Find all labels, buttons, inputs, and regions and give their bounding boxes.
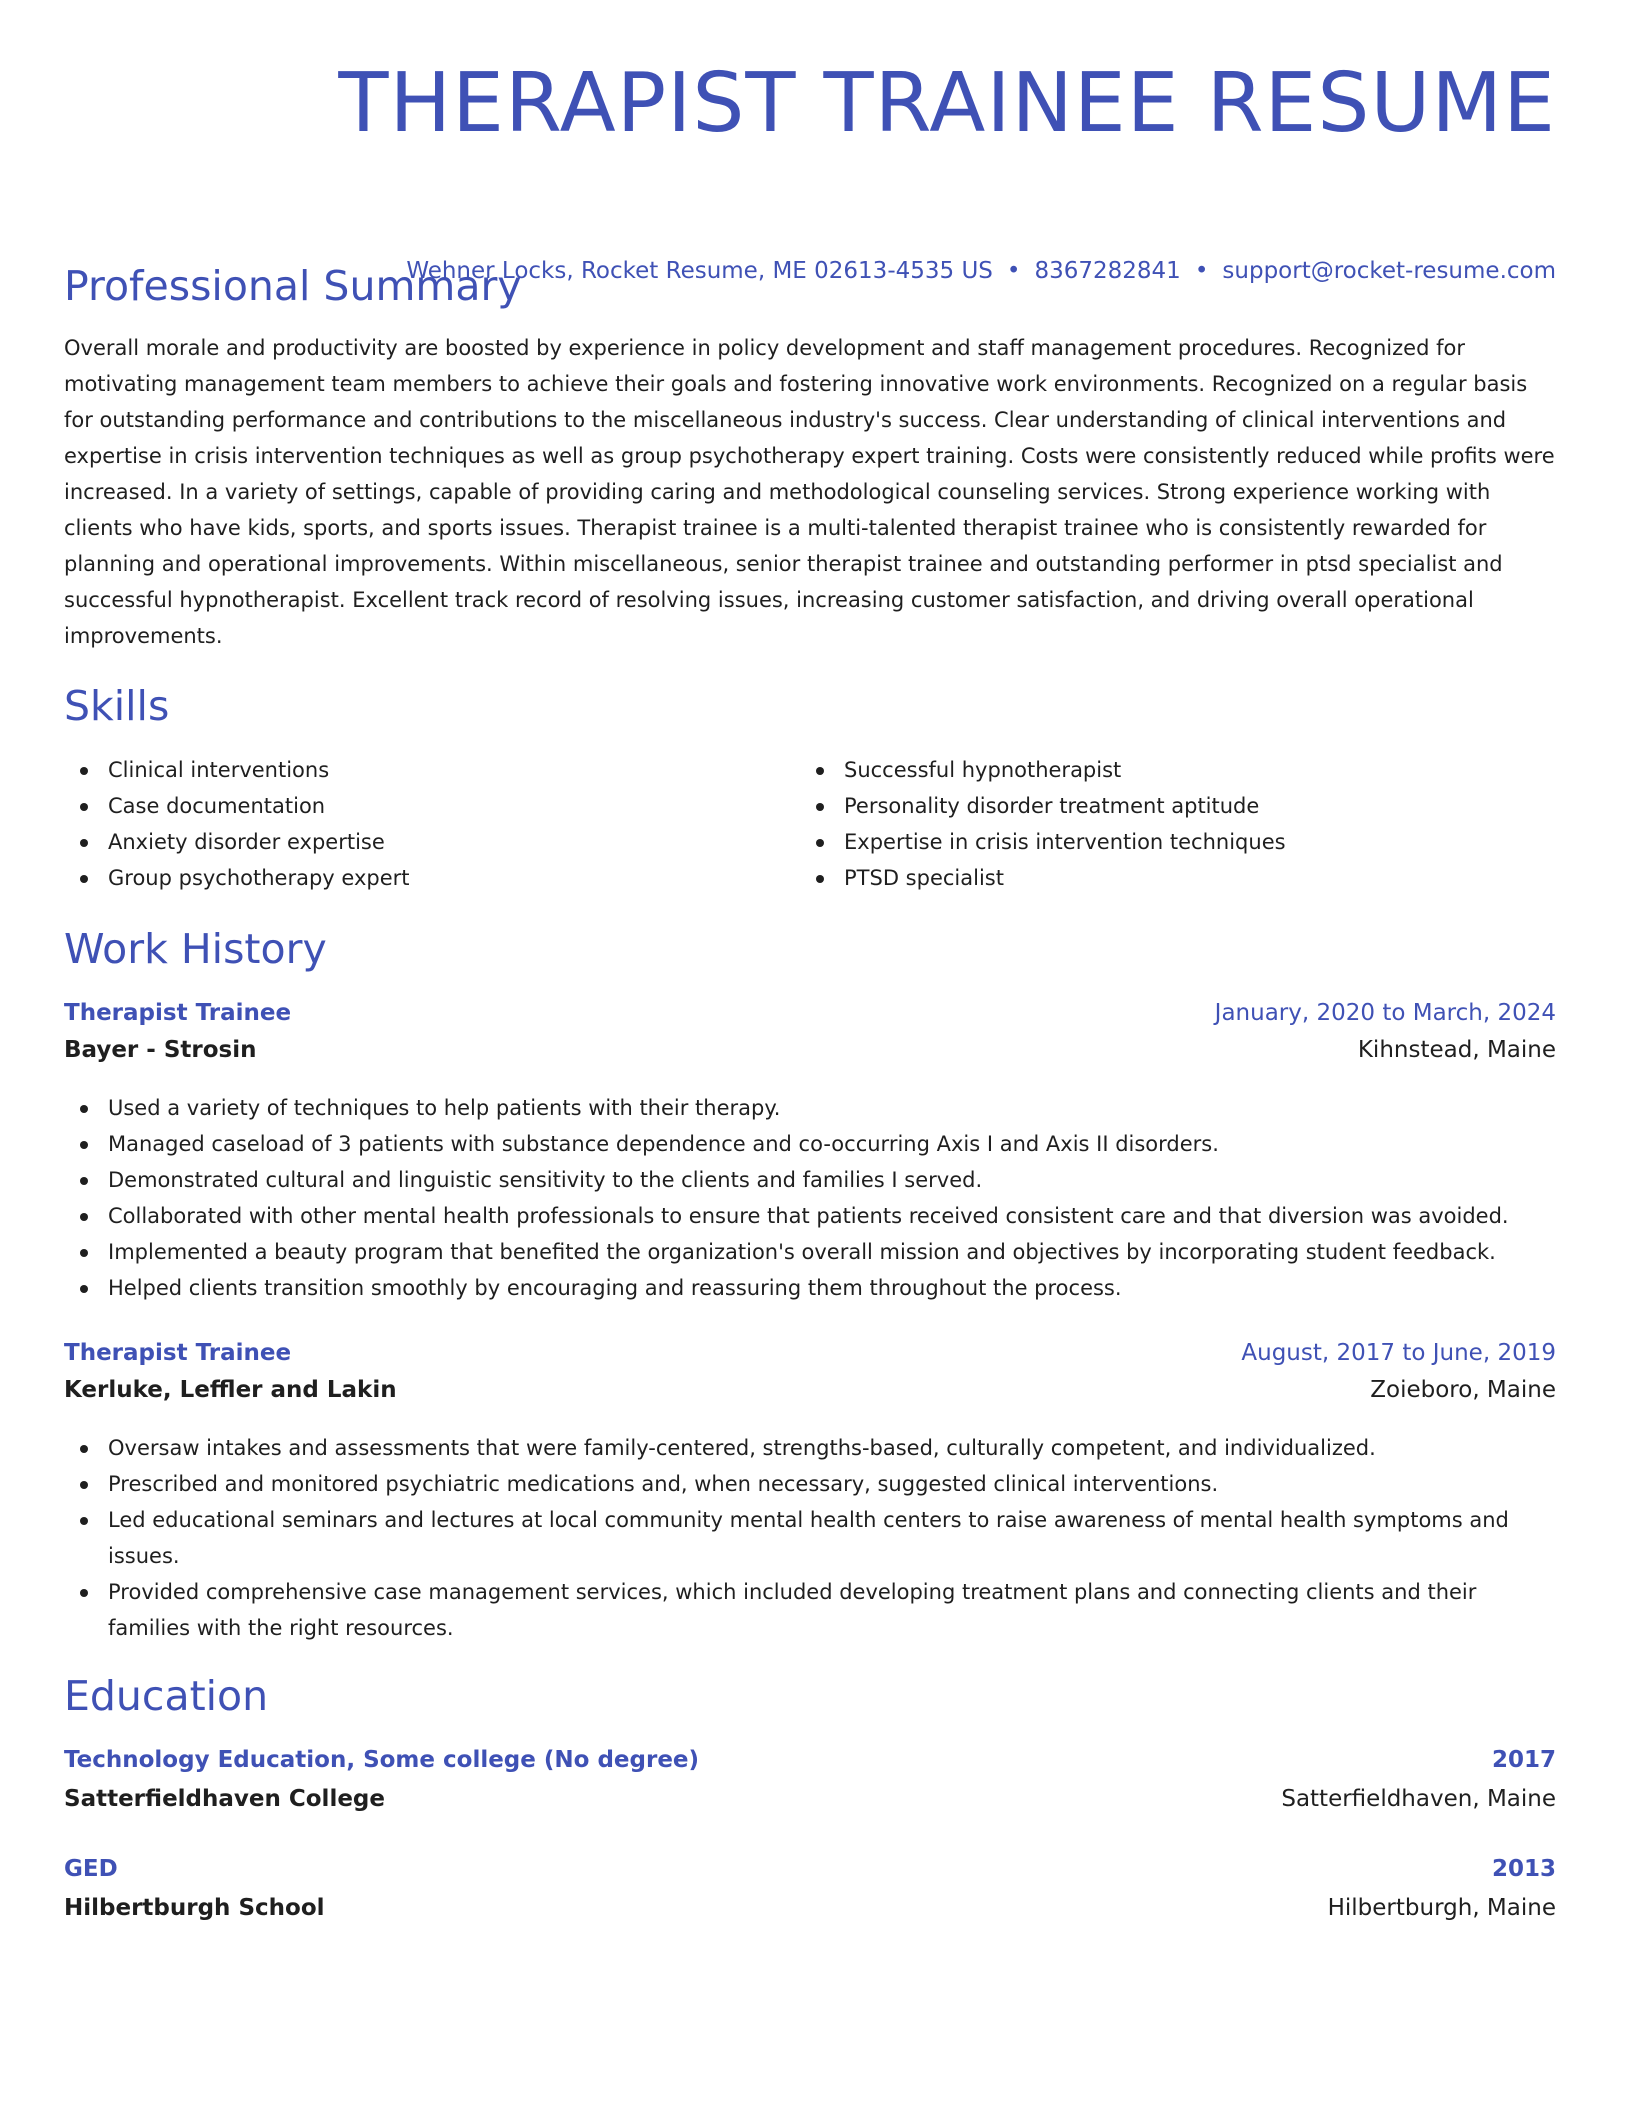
skill-item: Expertise in crisis intervention techniques (800, 824, 1286, 860)
education-subheader (64, 1895, 1556, 1929)
job-location: Kihnstead, Maine (1357, 1037, 1556, 1063)
skills-column-right (800, 752, 1286, 896)
job-bullet: Used a variety of techniques to help patients with their therapy. (64, 1090, 1556, 1126)
summary-heading: Professional Summary (64, 262, 522, 310)
education-heading: Education (64, 1672, 269, 1720)
education-school: Satterfieldhaven College (64, 1786, 385, 1812)
skill-item: Group psychotherapy expert (64, 860, 410, 896)
job-bullet: Led educational seminars and lectures at local community mental health centers to raise awareness of mental health symptoms and issues. (64, 1502, 1556, 1574)
job-company: Kerluke, Leffler and Lakin (64, 1377, 397, 1403)
job-title: Therapist Trainee (64, 1340, 292, 1366)
education-location: Hilbertburgh, Maine (1327, 1895, 1556, 1921)
education-subheader (64, 1786, 1556, 1820)
contact-address: Wehner Locks, Rocket Resume, ME 02613-4535 US (406, 258, 993, 284)
job-header (64, 1340, 1556, 1374)
education-header (64, 1856, 1556, 1890)
resume-page (64, 0, 1556, 1921)
resume-title: THERAPIST TRAINEE RESUME (338, 56, 1556, 151)
job-company: Bayer - Strosin (64, 1037, 257, 1063)
contact-line (406, 258, 1556, 284)
contact-separator: • (1006, 258, 1021, 284)
education-degree: GED (64, 1856, 118, 1882)
job-bullets (64, 1090, 1556, 1306)
contact-phone[interactable]: 8367282841 (1034, 258, 1181, 284)
job-bullet: Implemented a beauty program that benefited the organization's overall mission and objectives by incorporating student feedback. (64, 1234, 1556, 1270)
skill-item: Anxiety disorder expertise (64, 824, 410, 860)
job-location: Zoieboro, Maine (1370, 1377, 1556, 1403)
job-subheader (64, 1037, 1556, 1071)
job-bullet: Collaborated with other mental health professionals to ensure that patients received consistent care and that diversion was avoided. (64, 1198, 1556, 1234)
skill-item: Personality disorder treatment aptitude (800, 788, 1286, 824)
job-bullet: Managed caseload of 3 patients with substance dependence and co-occurring Axis I and Axis II disorders. (64, 1126, 1556, 1162)
job-subheader (64, 1377, 1556, 1411)
job-title: Therapist Trainee (64, 1000, 292, 1026)
summary-text: Overall morale and productivity are boosted by experience in policy development and staff management procedures. Recognized for motivating management team members to achieve their goals and fostering innovative work environments. Recognized on a regular basis for outstanding performance and contributions to the miscellaneous industry's success. Clear understanding of clinical interventions and expertise in crisis intervention techniques as well as group psychotherapy expert training. Costs were consistently reduced while profits were increased. In a variety of settings, capable of providing caring and methodological counseling services. Strong experience working with clients who have kids, sports, and sports issues. Therapist trainee is a multi-talented therapist trainee who is consistently rewarded for planning and operational improvements. Within miscellaneous, senior therapist trainee and outstanding performer in ptsd specialist and successful hypnotherapist. Excellent track record of resolving issues, increasing customer satisfaction, and driving overall operational improvements. (64, 336, 1555, 648)
job-bullet: Oversaw intakes and assessments that were family-centered, strengths-based, culturally competent, and individualized. (64, 1430, 1556, 1466)
education-school: Hilbertburgh School (64, 1895, 325, 1921)
education-location: Satterfieldhaven, Maine (1281, 1786, 1556, 1812)
education-year: 2017 (1491, 1747, 1556, 1773)
contact-separator: • (1194, 258, 1209, 284)
skills-column-left (64, 752, 410, 896)
work-heading: Work History (64, 925, 327, 973)
contact-email[interactable]: support@rocket-resume.com (1222, 258, 1556, 284)
job-dates: January, 2020 to March, 2024 (1214, 1000, 1556, 1026)
job-dates: August, 2017 to June, 2019 (1241, 1340, 1556, 1366)
education-degree: Technology Education, Some college (No degree) (64, 1747, 700, 1773)
skill-item: Successful hypnotherapist (800, 752, 1286, 788)
skills-heading: Skills (64, 682, 170, 730)
education-header (64, 1747, 1556, 1781)
job-bullet: Demonstrated cultural and linguistic sensitivity to the clients and families I served. (64, 1162, 1556, 1198)
job-bullets (64, 1430, 1556, 1646)
education-year: 2013 (1491, 1856, 1556, 1882)
skill-item: Clinical interventions (64, 752, 410, 788)
skill-item: PTSD specialist (800, 860, 1286, 896)
job-header (64, 1000, 1556, 1034)
job-bullet: Provided comprehensive case management services, which included developing treatment plans and connecting clients and their families with the right resources. (64, 1574, 1556, 1646)
job-bullet: Helped clients transition smoothly by encouraging and reassuring them throughout the process. (64, 1270, 1556, 1306)
job-bullet: Prescribed and monitored psychiatric medications and, when necessary, suggested clinical interventions. (64, 1466, 1556, 1502)
skill-item: Case documentation (64, 788, 410, 824)
